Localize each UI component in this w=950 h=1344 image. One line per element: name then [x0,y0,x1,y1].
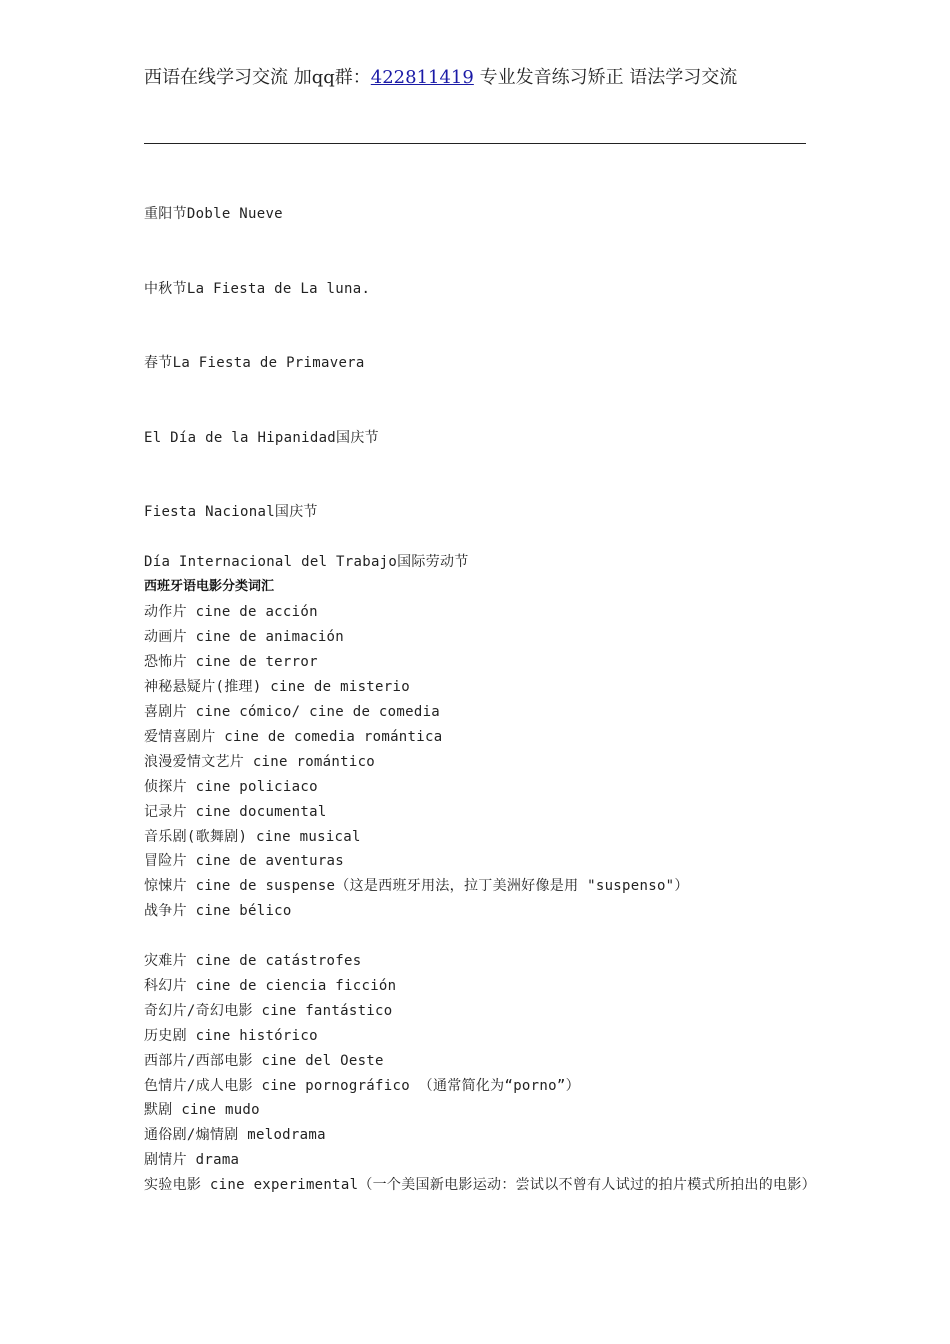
header-text-after: 专业发音练习矫正 语法学习交流 [473,67,738,88]
film-genre-item: 浪漫爱情文艺片 cine romántico [144,754,376,770]
section-heading: 西班牙语电影分类词汇 [144,579,275,594]
film-genre-item: 奇幻片/奇幻电影 cine fantástico [144,1003,393,1019]
film-genre-item: 动画片 cine de animación [144,629,345,645]
festival-item: Día Internacional del Trabajo国际劳动节 [144,554,469,570]
page-header [144,64,806,92]
header-divider [144,143,806,144]
film-genre-item: 色情片/成人电影 cine pornográfico （通常简化为“porno”） [144,1078,580,1094]
film-genre-item: 历史剧 cine histórico [144,1028,318,1044]
film-genre-item: 冒险片 cine de aventuras [144,853,345,869]
qq-group-link[interactable]: 422811419 [370,67,474,88]
film-genre-item: 恐怖片 cine de terror [144,654,318,670]
film-genre-item: 爱情喜剧片 cine de comedia romántica [144,729,443,745]
film-genre-item: 战争片 cine bélico [144,903,292,919]
film-genre-item: 音乐剧(歌舞剧) cine musical [144,829,361,845]
film-genre-item: 记录片 cine documental [144,804,327,820]
film-genre-item: 喜剧片 cine cómico/ cine de comedia [144,704,441,720]
film-genre-item: 动作片 cine de acción [144,604,318,620]
festival-item: 重阳节Doble Nueve [144,206,283,222]
film-genre-item: 实验电影 cine experimental（一个美国新电影运动：尝试以不曾有人试过的拍片模式所拍出的电影） [144,1177,816,1193]
film-genre-item: 西部片/西部电影 cine del Oeste [144,1053,384,1069]
festival-item: 中秋节La Fiesta de La luna. [144,281,371,297]
festival-item: Fiesta Nacional国庆节 [144,504,318,520]
film-genre-item: 通俗剧/煽情剧 melodrama [144,1127,326,1143]
festival-item: El Día de la Hipanidad国庆节 [144,430,379,446]
film-genre-item: 默剧 cine mudo [144,1102,260,1118]
festival-item: 春节La Fiesta de Primavera [144,355,365,371]
film-genre-item: 科幻片 cine de ciencia ficción [144,978,397,994]
film-genre-item: 神秘悬疑片(推理) cine de misterio [144,679,410,695]
film-genre-item: 剧情片 drama [144,1152,240,1168]
film-genre-item: 灾难片 cine de catástrofes [144,953,362,969]
film-genre-item: 惊悚片 cine de suspense（这是西班牙用法，拉丁美洲好像是用 "suspenso"） [144,878,689,894]
film-genre-item: 侦探片 cine policiaco [144,779,318,795]
header-text-before: 西语在线学习交流 加qq群： [144,67,371,88]
